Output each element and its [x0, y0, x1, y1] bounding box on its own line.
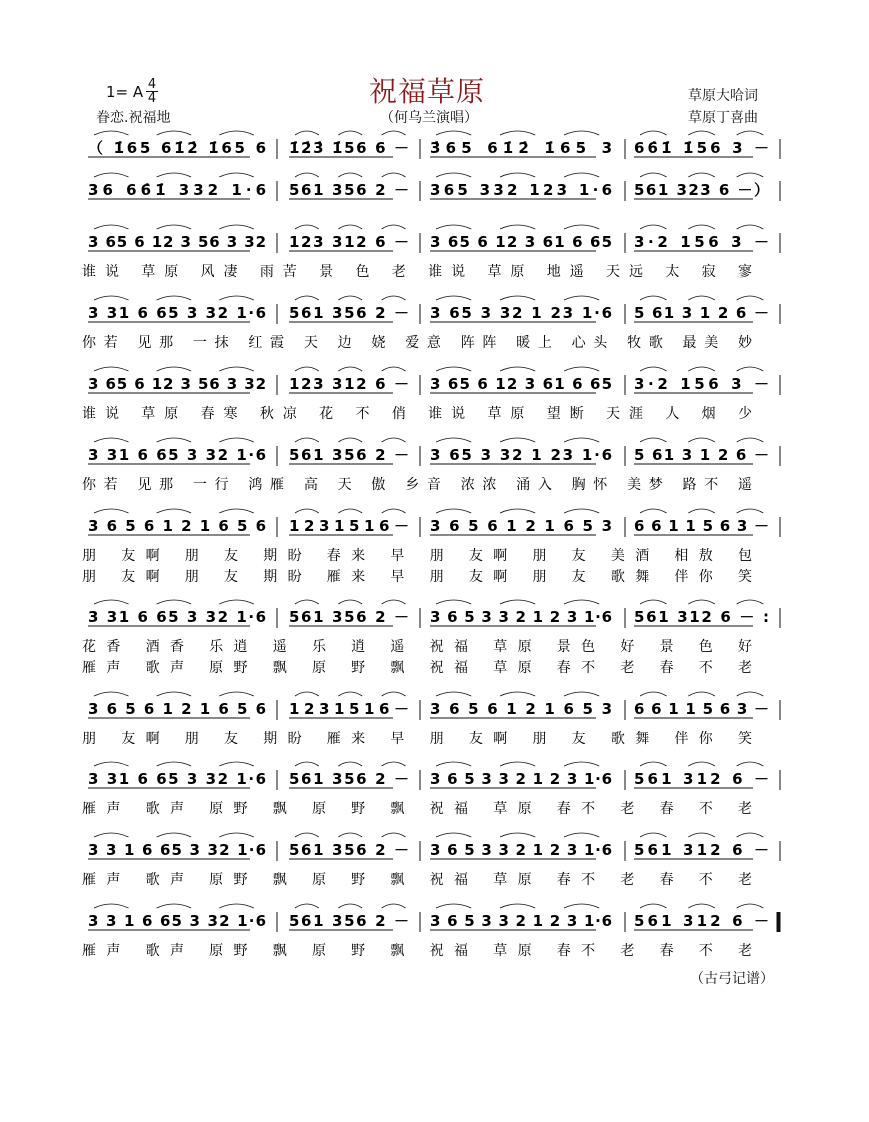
slur-arc — [94, 296, 128, 300]
measure-notes: 561 356 2 － — [289, 446, 409, 464]
slur-arc — [436, 692, 471, 696]
slur-arc — [640, 904, 667, 908]
slur-arc — [94, 833, 128, 837]
slur-arc — [382, 131, 406, 135]
measure-notes: 3 65 6 12 3 61 6 65 — [430, 233, 612, 251]
measure-notes: 3 65 6 12 3 56 3 32 — [88, 375, 266, 393]
slur-arc — [382, 296, 406, 300]
slur-arc — [157, 131, 191, 135]
measure-notes: 3·2 156 3 － — [634, 233, 769, 251]
slur-arc — [564, 131, 599, 135]
slur-arc — [157, 225, 191, 229]
slur-arc — [436, 173, 471, 177]
song-title: 祝福草原 — [369, 75, 486, 108]
lyric-line: 雁声 歌声 原野 飘 原 野 飘 祝福 草原 春不 老 春 不 老 — [82, 660, 752, 676]
measure-notes: 3 65 6 12 3 56 3 32 — [88, 233, 266, 251]
time-top: 4 — [147, 77, 157, 92]
measure-notes: 123 312 6 － — [289, 233, 409, 251]
measure-notes: （ 1̇65 61̇2̇ 1̇65 6 — [88, 139, 266, 157]
slur-arc — [640, 692, 667, 696]
slur-arc — [295, 438, 319, 442]
slur-arc — [219, 173, 253, 177]
slur-arc — [737, 904, 764, 908]
measure-notes: 123 312 6 － — [289, 375, 409, 393]
slur-arc — [688, 509, 715, 513]
slur-arc — [382, 173, 406, 177]
slur-arc — [737, 509, 764, 513]
composer: 草原丁喜曲 — [688, 110, 758, 126]
slur-arc — [640, 438, 667, 442]
slur-arc — [564, 438, 599, 442]
slur-arc — [338, 762, 362, 766]
slur-arc — [219, 833, 253, 837]
slur-arc — [295, 762, 319, 766]
lyric-line: 雁声 歌声 原野 飘 原 野 飘 祝福 草原 春不 老 春 不 老 — [82, 801, 752, 817]
slur-arc — [500, 438, 535, 442]
slur-arc — [500, 225, 535, 229]
slur-arc — [382, 600, 406, 604]
slur-arc — [737, 296, 764, 300]
measure-notes: 36 66̇1̇ 332 1·6 — [88, 181, 266, 199]
slur-arc — [640, 833, 667, 837]
slur-arc — [157, 762, 191, 766]
slur-arc — [94, 692, 128, 696]
subtitle-left: 眷恋.祝福地 — [96, 110, 171, 126]
slur-arc — [640, 762, 667, 766]
slur-arc — [157, 600, 191, 604]
measure-notes: 561 356 2 － — [289, 912, 409, 930]
slur-arc — [338, 131, 362, 135]
slur-arc — [157, 509, 191, 513]
key-signature: 1= A — [106, 83, 144, 101]
measure-notes: 561 356 2 － — [289, 181, 409, 199]
measure-notes: 561 312 6 － — [634, 770, 769, 788]
slur-arc — [737, 692, 764, 696]
measure-notes: 6 6 1 1 5 6 3 － — [634, 700, 769, 718]
slur-arc — [295, 131, 319, 135]
slur-arc — [688, 173, 715, 177]
slur-arc — [338, 509, 362, 513]
measure-notes: 3 65 3 32 1 23 1·6 — [430, 304, 612, 322]
measure-notes: 6 6 1 1 5 6 3 － — [634, 517, 769, 535]
slur-arc — [436, 762, 471, 766]
slur-arc — [157, 833, 191, 837]
slur-arc — [564, 509, 599, 513]
measure-notes: 561 356 2 － — [289, 608, 409, 626]
measure-notes: 3 6 5 6 1 2 1 6 5 6 — [88, 700, 266, 718]
slur-arc — [436, 131, 471, 135]
measure-notes: 561 356 2 － — [289, 304, 409, 322]
slur-arc — [500, 692, 535, 696]
measure-notes: 3 3 1 6 65 3 32 1·6 — [88, 912, 266, 930]
slur-arc — [295, 367, 319, 371]
slur-arc — [219, 367, 253, 371]
slur-arc — [295, 692, 319, 696]
measure-notes: 5 61 3 1 2 6 － — [634, 304, 769, 322]
slur-arc — [640, 173, 667, 177]
slur-arc — [338, 600, 362, 604]
slur-arc — [157, 173, 191, 177]
slur-arc — [157, 692, 191, 696]
slur-arc — [295, 173, 319, 177]
slur-arc — [500, 367, 535, 371]
slur-arc — [382, 833, 406, 837]
slur-arc — [94, 600, 128, 604]
slur-arc — [640, 131, 667, 135]
slur-arc — [564, 904, 599, 908]
lyric-line: 花香 酒香 乐逍 遥 乐 逍 遥 祝福 草原 景色 好 景 色 好 — [82, 639, 752, 655]
lyric-line: 你若 见那 一行 鸿雁 高 天 傲 乡音 浓浓 涌入 胸怀 美梦 路不 遥 — [82, 477, 753, 493]
lyric-line: 你若 见那 一抹 红霞 天 边 娆 爱意 阵阵 暖上 心头 牧歌 最美 妙 — [82, 335, 753, 351]
slur-arc — [157, 367, 191, 371]
measure-notes: 3 6 5 6 1 2 1 6 5 3 — [430, 517, 612, 535]
slur-arc — [640, 600, 667, 604]
slur-arc — [436, 904, 471, 908]
slur-arc — [688, 692, 715, 696]
slur-arc — [157, 296, 191, 300]
slur-arc — [94, 438, 128, 442]
lyric-line: 朋 友啊 朋 友 期盼 雁来 早 朋 友啊 朋 友 歌舞 伴你 笑 — [82, 569, 752, 585]
slur-arc — [688, 833, 715, 837]
slur-arc — [219, 762, 253, 766]
slur-arc — [382, 762, 406, 766]
slur-arc — [219, 904, 253, 908]
lyric-line: 雁声 歌声 原野 飘 原 野 飘 祝福 草原 春不 老 春 不 老 — [82, 872, 752, 888]
slur-arc — [382, 438, 406, 442]
slur-arc — [688, 296, 715, 300]
performer: （何乌兰演唱） — [380, 110, 478, 126]
slur-arc — [219, 600, 253, 604]
slur-arc — [436, 600, 471, 604]
measure-notes: 66̇1̇ 1̇56 3 － — [634, 139, 769, 157]
measure-notes: 1 2 3 1 5 1 6 － — [289, 517, 409, 535]
measure-notes: 3 6 5 6 1 2 1 6 5 6 — [88, 517, 266, 535]
measure-notes: 3 31 6 65 3 32 1·6 — [88, 608, 266, 626]
slur-arc — [688, 762, 715, 766]
slur-arc — [338, 833, 362, 837]
slur-arc — [737, 438, 764, 442]
lyric-line: 雁声 歌声 原野 飘 原 野 飘 祝福 草原 春不 老 春 不 老 — [82, 943, 752, 959]
slur-arc — [500, 131, 535, 135]
measure-notes: 561 356 2 － — [289, 770, 409, 788]
slur-arc — [436, 296, 471, 300]
slur-arc — [688, 904, 715, 908]
measure-notes: 3 6 5 3 3 2 1 2 3 1·6 — [430, 912, 612, 930]
slur-arc — [436, 438, 471, 442]
slur-arc — [295, 904, 319, 908]
slur-arc — [94, 762, 128, 766]
measure-notes: 3 31 6 65 3 32 1·6 — [88, 770, 266, 788]
slur-arc — [500, 509, 535, 513]
slur-arc — [500, 762, 535, 766]
slur-arc — [295, 225, 319, 229]
slur-arc — [338, 225, 362, 229]
lyric-line: 谁说 草原 春寒 秋凉 花 不 俏 谁说 草原 望断 天涯 人 烟 少 — [82, 406, 753, 422]
slur-arc — [94, 173, 128, 177]
slur-arc — [295, 509, 319, 513]
slur-arc — [564, 762, 599, 766]
slur-arc — [382, 225, 406, 229]
slur-arc — [688, 131, 715, 135]
slur-arc — [219, 296, 253, 300]
measure-notes: 561 312 6 － — [634, 841, 769, 859]
slur-arc — [94, 225, 128, 229]
measure-notes: 1̇2̇3̇ 1̇56 6 － — [289, 139, 409, 157]
slur-arc — [436, 225, 471, 229]
lyric-line: 朋 友啊 朋 友 期盼 雁来 早 朋 友啊 朋 友 歌舞 伴你 笑 — [82, 731, 752, 747]
slur-arc — [436, 509, 471, 513]
slur-arc — [564, 173, 599, 177]
slur-arc — [94, 131, 128, 135]
slur-arc — [382, 367, 406, 371]
slur-arc — [338, 692, 362, 696]
measure-notes: 3 6 5 3 3 2 1 2 3 1·6 — [430, 608, 612, 626]
slur-arc — [338, 367, 362, 371]
measure-notes: 3·2 156 3 － — [634, 375, 769, 393]
slur-arc — [564, 692, 599, 696]
slur-arc — [382, 692, 406, 696]
measure-notes: 3 6 5 6 1 2 1 6 5 3 — [430, 700, 612, 718]
measure-notes: 3̇65 61̇2̇ 1̇65 3 — [430, 139, 612, 157]
slur-arc — [688, 438, 715, 442]
slur-arc — [338, 173, 362, 177]
slur-arc — [564, 225, 599, 229]
slur-arc — [157, 438, 191, 442]
measure-notes: 561 312 6 － — [634, 912, 769, 930]
measure-notes: 3 6 5 3 3 2 1 2 3 1·6 — [430, 841, 612, 859]
lyric-line: 朋 友啊 朋 友 期盼 春来 早 朋 友啊 朋 友 美酒 相敖 包 — [82, 548, 752, 564]
slur-arc — [640, 509, 667, 513]
slur-arc — [737, 131, 764, 135]
slur-arc — [295, 600, 319, 604]
slur-arc — [219, 692, 253, 696]
slur-arc — [500, 600, 535, 604]
measure-notes: 3 6 5 3 3 2 1 2 3 1·6 — [430, 770, 612, 788]
slur-arc — [338, 296, 362, 300]
slur-arc — [295, 296, 319, 300]
slur-arc — [737, 762, 764, 766]
slur-arc — [688, 225, 715, 229]
slur-arc — [219, 438, 253, 442]
measure-notes: 561 323 6 －） — [634, 181, 769, 199]
slur-arc — [338, 438, 362, 442]
lyricist: 草原大哈词 — [688, 88, 758, 104]
lyric-line: 谁说 草原 风凄 雨苦 景 色 老 谁说 草原 地遥 天远 太 寂 寥 — [82, 264, 753, 280]
slur-arc — [737, 600, 764, 604]
measure-notes: 365 332 123 1·6 — [430, 181, 612, 199]
slur-arc — [737, 225, 764, 229]
slur-arc — [382, 509, 406, 513]
slur-arc — [436, 367, 471, 371]
time-bottom: 4 — [147, 91, 157, 106]
slur-arc — [219, 509, 253, 513]
measure-notes: 3 65 6 12 3 61 6 65 — [430, 375, 612, 393]
slur-arc — [640, 296, 667, 300]
measure-notes: 3 3 1 6 65 3 32 1·6 — [88, 841, 266, 859]
slur-arc — [219, 131, 253, 135]
slur-arc — [737, 833, 764, 837]
slur-arc — [564, 833, 599, 837]
slur-arc — [94, 367, 128, 371]
slur-arc — [688, 367, 715, 371]
slur-arc — [737, 173, 764, 177]
slur-arc — [737, 367, 764, 371]
measure-notes: 3 31 6 65 3 32 1·6 — [88, 304, 266, 322]
measure-notes: 561 356 2 － — [289, 841, 409, 859]
slur-arc — [382, 904, 406, 908]
slur-arc — [94, 509, 128, 513]
slur-arc — [640, 367, 667, 371]
slur-arc — [157, 904, 191, 908]
slur-arc — [295, 833, 319, 837]
slur-arc — [564, 600, 599, 604]
slur-arc — [436, 833, 471, 837]
slur-arc — [500, 904, 535, 908]
slur-arc — [219, 225, 253, 229]
slur-arc — [500, 833, 535, 837]
measure-notes: 3 31 6 65 3 32 1·6 — [88, 446, 266, 464]
measure-notes: 1 2 3 1 5 1 6 － — [289, 700, 409, 718]
measure-notes: 5 61 3 1 2 6 － — [634, 446, 769, 464]
slur-arc — [564, 367, 599, 371]
slur-arc — [688, 600, 715, 604]
slur-arc — [500, 296, 535, 300]
slur-arc — [338, 904, 362, 908]
slur-arc — [94, 904, 128, 908]
slur-arc — [500, 173, 535, 177]
measure-notes: 3 65 3 32 1 23 1·6 — [430, 446, 612, 464]
transcriber-credit: （古弓记谱） — [690, 971, 774, 987]
measure-notes: 561 312 6 － : — [634, 608, 769, 626]
slur-arc — [564, 296, 599, 300]
slur-arc — [640, 225, 667, 229]
